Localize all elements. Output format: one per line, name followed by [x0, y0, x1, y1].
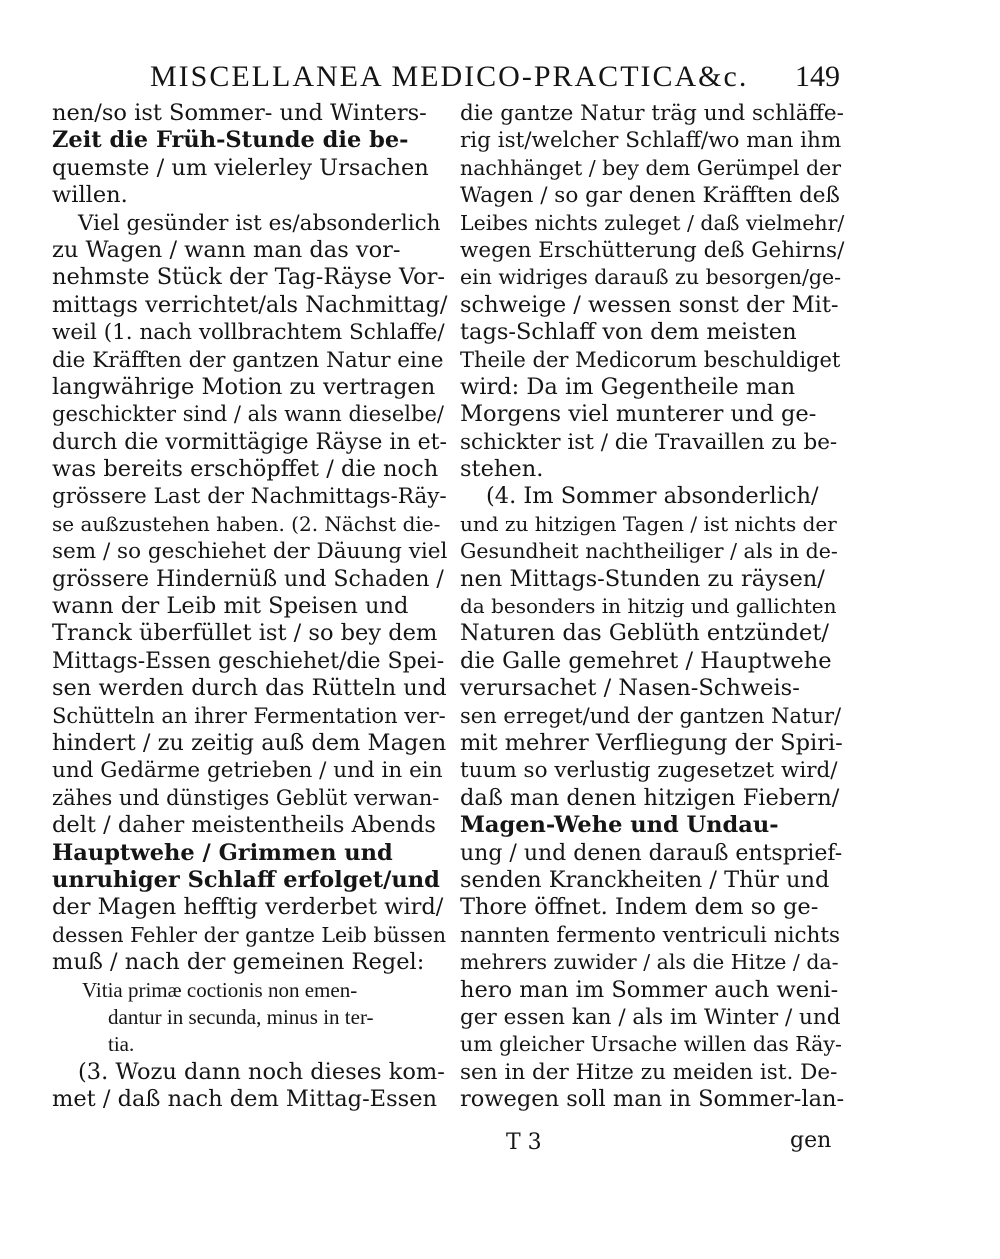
text-line: nen/so ist Sommer- und Winters- [52, 100, 427, 126]
text-line: Morgens viel munterer und ge- [460, 401, 817, 428]
right-text-column [460, 100, 845, 1113]
left-text-column [52, 100, 447, 1113]
text-line: sen in der Hitze zu meiden ist. De- [460, 1059, 838, 1085]
catchword: gen [790, 1128, 832, 1153]
text-line: se außzustehen haben. (2. Nächst die- [52, 511, 441, 536]
text-line: nachhänget / bey dem Gerümpel der [460, 155, 842, 180]
text-line: stehen. [460, 456, 544, 483]
text-line: hindert / zu zeitig auß dem Magen [52, 729, 447, 756]
text-line: Theile der Medicorum beschuldiget [460, 347, 841, 372]
text-line: zu Wagen / wann man das vor- [52, 236, 401, 263]
text-line: und Gedärme getrieben / und in ein [52, 758, 443, 784]
text-line: hero man im Sommer auch weni- [460, 976, 839, 1003]
text-line: nehmste Stück der Tag-Räyse Vor- [52, 264, 446, 291]
text-line: zähes und dünstiges Geblüt verwan- [52, 785, 440, 810]
text-line: sen werden durch das Rütteln und [52, 675, 447, 702]
text-line: wann der Leib mit Speisen und [52, 593, 409, 620]
text-line: die Galle gemehret / Hauptwehe [460, 647, 832, 674]
latin-quote-line: tia. [108, 1032, 135, 1057]
signature-mark: T 3 [506, 1130, 542, 1155]
text-line: schweige / wessen sonst der Mit- [460, 291, 839, 318]
text-line: nen Mittags-Stunden zu räysen/ [460, 565, 825, 592]
text-line: unruhiger Schlaff erfolget/und [52, 866, 440, 893]
text-line: wegen Erschütterung deß Gehirns/ [460, 237, 845, 263]
text-line: Leibes nichts zuleget / daß vielmehr/ [460, 210, 845, 235]
text-line: tags-Schlaff von dem meisten [460, 319, 797, 346]
text-line: grössere Hindernüß und Schaden / [52, 566, 444, 592]
latin-quote-line: Vitia primæ coctionis non emen- [82, 977, 358, 1002]
text-line: Schütteln an ihrer Fermentation ver- [52, 703, 446, 728]
text-line: langwährige Motion zu vertragen [52, 373, 436, 400]
latin-quote-line: dantur in secunda, minus in ter- [108, 1004, 374, 1029]
text-line: Tranck überfüllet ist / so bey dem [52, 620, 438, 647]
text-line: weil (1. nach vollbrachtem Schlaffe/ [52, 320, 445, 346]
text-line: daß man denen hitzigen Fiebern/ [460, 784, 840, 811]
text-line: Hauptwehe / Grimmen und [52, 839, 393, 866]
page-number: 149 [795, 60, 840, 93]
text-line: Magen-Wehe und Undau- [460, 812, 779, 839]
text-line: muß / nach der gemeinen Regel: [52, 949, 425, 976]
text-line: geschickter sind / als wann dieselbe/ [52, 402, 444, 427]
text-line: der Magen hefftig verderbet wird/ [52, 894, 444, 921]
text-line: Wagen / so gar denen Kräfften deß [460, 183, 840, 209]
text-line: mit mehrer Verfliegung der Spiri- [460, 729, 843, 756]
text-line: ger essen kan / als im Winter / und [460, 1004, 841, 1030]
text-line: met / daß nach dem Mittag-Essen [52, 1086, 437, 1113]
text-line: mehrers zuwider / als die Hitze / da- [460, 950, 839, 975]
text-line: Zeit die Früh-Stunde die be- [52, 127, 409, 154]
text-line: sen erreget/und der gantzen Natur/ [460, 703, 842, 728]
text-line: Thore öffnet. Indem dem so ge- [460, 894, 819, 921]
text-line: schickter ist / die Travaillen zu be- [460, 429, 838, 455]
text-line: (3. Wozu dann noch dieses kom- [78, 1058, 445, 1085]
text-line: ein widriges darauß zu besorgen/ge- [460, 265, 842, 290]
text-line: wird: Da im Gegentheile man [460, 373, 796, 400]
text-line: was bereits erschöpffet / die noch [52, 456, 439, 483]
text-line: rig ist/welcher Schlaff/wo man ihm [460, 128, 842, 154]
text-line: die gantze Natur träg und schläffe- [460, 101, 844, 126]
text-line: willen. [52, 182, 128, 209]
text-line: nannten fermento ventriculi nichts [460, 922, 841, 948]
text-line: die Kräfften der gantzen Natur eine [52, 347, 444, 373]
text-line: grössere Last der Nachmittags-Räy- [52, 484, 447, 510]
text-line: Gesundheit nachtheiliger / als in de- [460, 539, 838, 564]
text-line: verursachet / Nasen-Schweis- [460, 675, 800, 702]
text-line: sem / so geschiehet der Däuung viel [52, 539, 448, 565]
text-line: quemste / um vielerley Ursachen [52, 154, 429, 181]
text-line: um gleicher Ursache willen das Räy- [460, 1032, 842, 1057]
text-line: tuum so verlustig zugesetzet wird/ [460, 758, 838, 784]
text-line: Naturen das Geblüth entzündet/ [460, 620, 829, 647]
text-line: dessen Fehler der gantze Leib büssen [52, 922, 447, 947]
text-line: senden Kranckheiten / Thür und [460, 866, 830, 893]
text-line: rowegen soll man in Sommer-lan- [460, 1086, 845, 1113]
text-line: (4. Im Sommer absonderlich/ [486, 483, 819, 510]
text-line: da besonders in hitzig und gallichten [460, 594, 837, 619]
text-line: und zu hitzigen Tagen / ist nichts der [460, 511, 837, 536]
text-line: Viel gesünder ist es/absonderlich [78, 210, 441, 236]
text-line: ung / und denen darauß entsprief- [460, 840, 843, 866]
text-line: durch die vormittägige Räyse in et- [52, 429, 447, 455]
running-title: MISCELLANEA MEDICO-PRACTICA&c. [150, 60, 749, 93]
text-line: Mittags-Essen geschiehet/die Spei- [52, 648, 445, 674]
text-line: mittags verrichtet/als Nachmittag/ [52, 291, 448, 318]
text-line: delt / daher meistentheils Abends [52, 812, 436, 839]
